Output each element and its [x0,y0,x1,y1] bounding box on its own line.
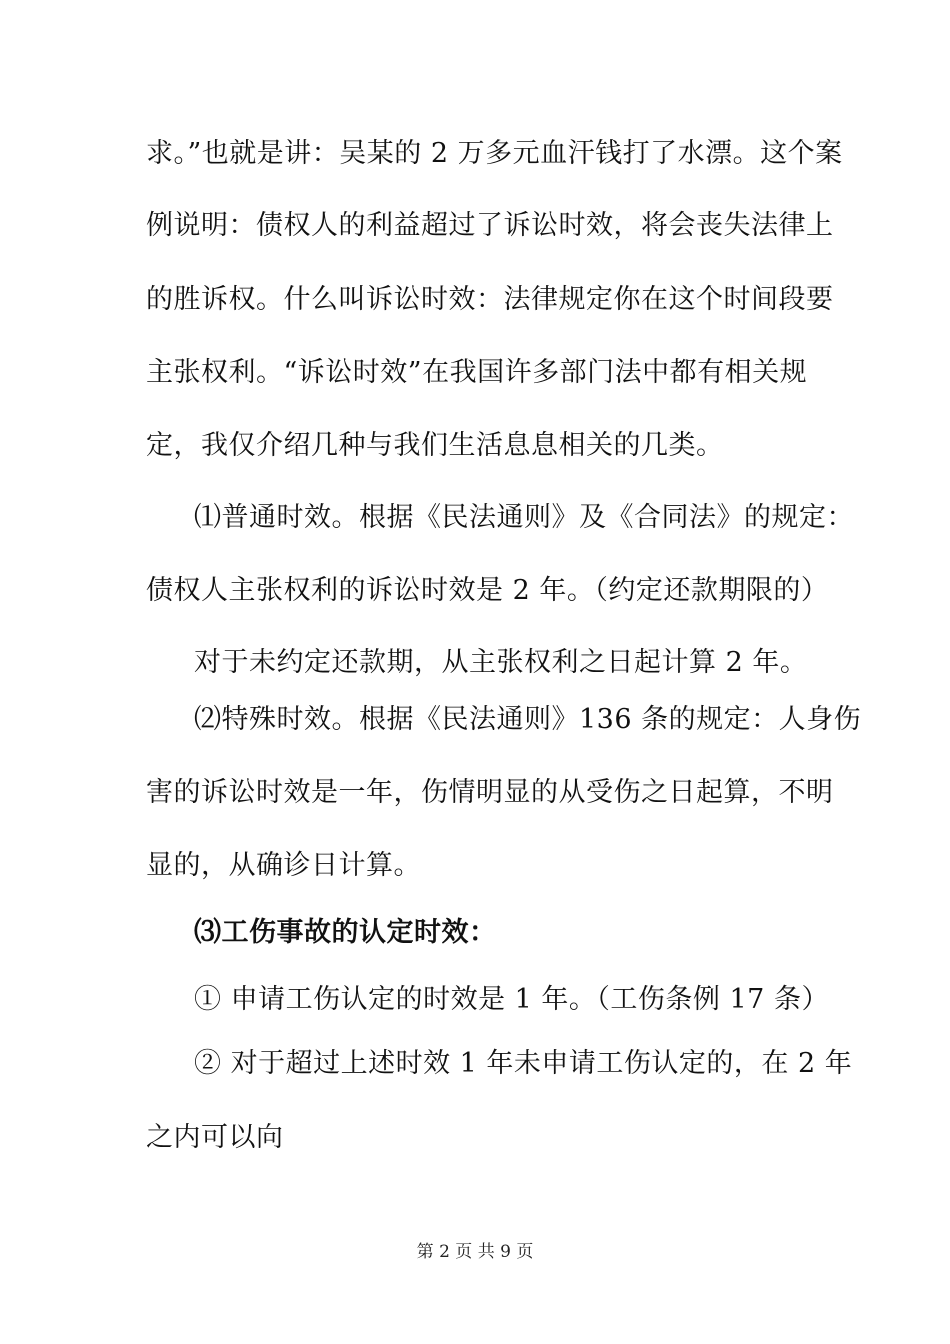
paragraph-line: ⑴普通时效。根据《民法通则》及《合同法》的规定： [194,502,854,533]
paragraph-line: 债权人主张权利的诉讼时效是 2 年。（约定还款期限的） [146,575,829,606]
section-heading: ⑶工伤事故的认定时效： [194,917,497,948]
paragraph-line: 的胜诉权。什么叫诉讼时效：法律规定你在这个时间段要 [146,284,834,315]
paragraph-line: 求。”也就是讲：吴某的 2 万多元血汗钱打了水漂。这个案 [146,138,843,169]
paragraph-line: ⑵特殊时效。根据《民法通则》136 条的规定：人身伤 [194,704,862,735]
paragraph-line: 害的诉讼时效是一年，伤情明显的从受伤之日起算，不明 [146,777,834,808]
paragraph-line: 之内可以向 [146,1122,284,1153]
paragraph-line: 对于未约定还款期，从主张权利之日起计算 2 年。 [194,647,808,678]
list-item: ① 申请工伤认定的时效是 1 年。（工伤条例 17 条） [194,984,829,1015]
paragraph-line: 定，我仅介绍几种与我们生活息息相关的几类。 [146,430,724,461]
page-number-footer: 第 2 页 共 9 页 [416,1242,534,1262]
paragraph-line: 例说明：债权人的利益超过了诉讼时效，将会丧失法律上 [146,210,834,241]
list-item: ② 对于超过上述时效 1 年未申请工伤认定的，在 2 年 [194,1048,853,1079]
paragraph-line: 显的，从确诊日计算。 [146,850,421,881]
paragraph-line: 主张权利。“诉讼时效”在我国许多部门法中都有相关规 [146,357,808,388]
